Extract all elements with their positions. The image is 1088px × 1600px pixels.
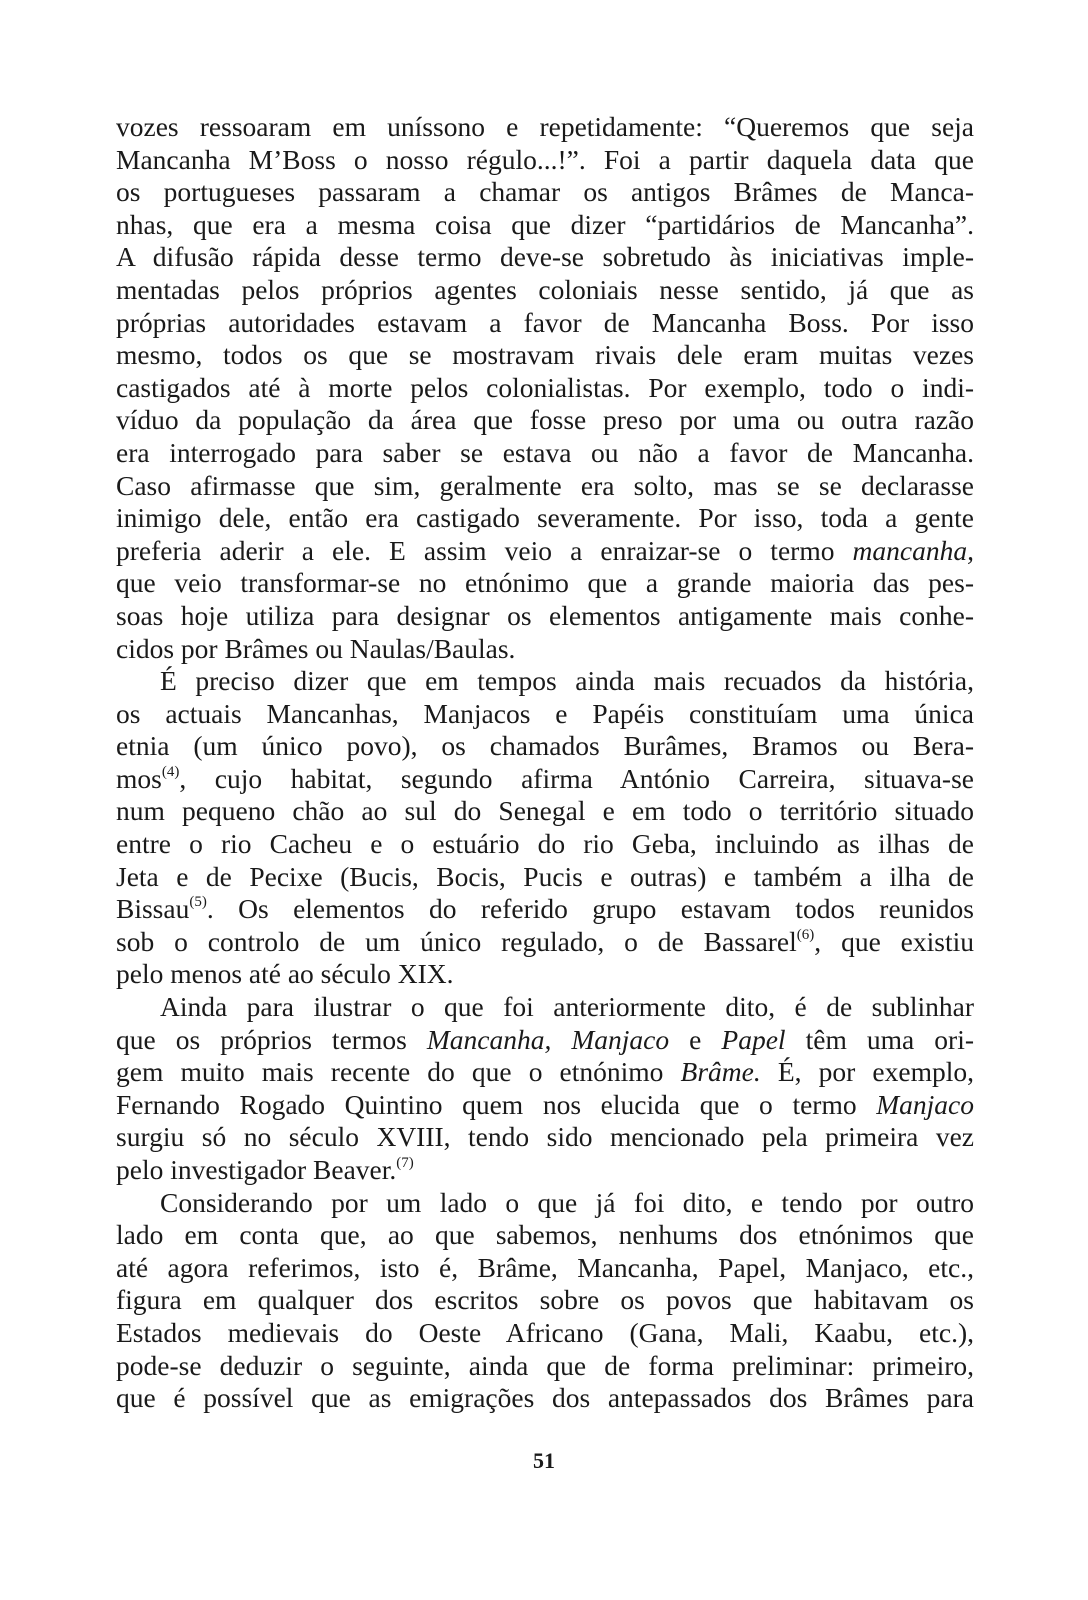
text-segment: mos [116, 762, 162, 794]
text-segment: preferia aderir a ele. E assim veio a enraizar-se o termo [116, 534, 853, 566]
text-line: os portugueses passaram a chamar os antigos Brâmes de Manca- [116, 176, 974, 208]
paragraph-2 [116, 665, 974, 991]
text-line: surgiu só no século XVIII, tendo sido mencionado pela primeira vez [116, 1121, 974, 1153]
text-segment: sob o controlo de um único regulado, o de Bassarel [116, 925, 797, 957]
text-line: Jeta e de Pecixe (Bucis, Bocis, Pucis e outras) e também a ilha de [116, 860, 974, 892]
text-line [116, 1089, 974, 1122]
text-line: castigados até à morte pelos colonialistas. Por exemplo, todo o indi- [116, 371, 974, 403]
body-text [116, 111, 974, 1415]
text-line: nhas, que era a mesma coisa que dizer “partidários de Mancanha”. [116, 208, 974, 240]
page-number: 51 [533, 1448, 555, 1473]
text-line: entre o rio Cacheu e o estuário do rio Geba, incluindo as ilhas de [116, 828, 974, 860]
text-line [116, 763, 974, 796]
text-line: os actuais Mancanhas, Manjacos e Papéis constituíam uma única [116, 697, 974, 729]
footnote-ref-7: (7) [396, 1155, 414, 1171]
text-segment: . Os elementos do referido grupo estavam todos reunidos [206, 893, 974, 925]
italic-term: Mancanha, Manjaco [426, 1023, 670, 1055]
text-line: pelo menos até ao século XIX. [116, 958, 454, 990]
paragraph-4 [116, 1187, 974, 1415]
text-line [116, 1056, 974, 1089]
text-line [116, 1154, 974, 1187]
text-line [116, 926, 974, 959]
text-line: que veio transformar-se no etnónimo que a grande maioria das pes- [116, 567, 974, 599]
text-line: soas hoje utiliza para designar os elementos antigamente mais conhe- [116, 599, 974, 631]
text-line: próprias autoridades estavam a favor de Mancanha Boss. Por isso [116, 306, 974, 338]
text-segment: pelo investigador Beaver. [116, 1154, 397, 1185]
text-line: até agora referimos, isto é, Brâme, Mancanha, Papel, Manjaco, etc., [116, 1251, 974, 1283]
text-segment: e [669, 1023, 722, 1055]
text-segment: É, por exemplo, [760, 1056, 974, 1088]
text-line: pode-se deduzir o seguinte, ainda que de forma preliminar: primeiro, [116, 1349, 974, 1381]
text-line: cidos por Brâmes ou Naulas/Baulas. [116, 632, 516, 664]
text-line: inimigo dele, então era castigado severamente. Por isso, toda a gente [116, 502, 974, 534]
text-line: num pequeno chão ao sul do Senegal e em todo o território situado [116, 795, 974, 827]
text-line: etnia (um único povo), os chamados Burâmes, Bramos ou Bera- [116, 730, 974, 762]
text-line: que é possível que as emigrações dos antepassados dos Brâmes para [116, 1382, 974, 1414]
text-line: vozes ressoaram em uníssono e repetidamente: “Queremos que seja [116, 111, 974, 142]
italic-term: mancanha, [852, 534, 974, 566]
text-segment: , que existiu [814, 925, 974, 957]
text-line: figura em qualquer dos escritos sobre os povos que habitavam os [116, 1284, 974, 1316]
text-segment: Fernando Rogado Quintino quem nos elucida que o termo [116, 1088, 877, 1120]
italic-term: Brâme. [680, 1056, 761, 1088]
text-segment: gem muito mais recente do que o etnónimo [116, 1056, 681, 1088]
paragraph-1 [116, 111, 974, 665]
footnote-ref-5: (5) [189, 894, 207, 911]
footnote-ref-4: (4) [161, 763, 180, 780]
italic-term: Papel [721, 1023, 786, 1055]
text-line: Ainda para ilustrar o que foi anteriormente dito, é de sublinhar [160, 991, 974, 1023]
text-line: Mancanha M’Boss o nosso régulo...!”. Foi a partir daquela data que [116, 143, 974, 175]
italic-term: Manjaco [876, 1088, 974, 1120]
text-line: lado em conta que, ao que sabemos, nenhums dos etnónimos que [116, 1219, 974, 1251]
text-segment: , cujo habitat, segundo afirma António Carreira, situava-se [179, 762, 974, 794]
text-line: Caso afirmasse que sim, geralmente era solto, mas se se declarasse [116, 469, 974, 501]
text-line: Estados medievais do Oeste Africano (Gana, Mali, Kaabu, etc.), [116, 1316, 974, 1348]
text-line [116, 893, 974, 926]
text-line: A difusão rápida desse termo deve-se sobretudo às iniciativas imple- [116, 241, 974, 273]
text-line: era interrogado para saber se estava ou não a favor de Mancanha. [116, 436, 974, 468]
text-line: mentadas pelos próprios agentes coloniais nesse sentido, já que as [116, 273, 974, 305]
text-segment: que os próprios termos [116, 1023, 427, 1055]
paragraph-3 [116, 991, 974, 1187]
text-line [116, 1024, 974, 1057]
footnote-ref-6: (6) [796, 926, 815, 943]
text-segment: Bissau [116, 893, 190, 925]
text-line: É preciso dizer que em tempos ainda mais recuados da história, [160, 665, 974, 697]
text-line [116, 535, 974, 568]
text-line: víduo da população da área que fosse preso por uma ou outra razão [116, 404, 974, 436]
text-segment: têm uma ori- [785, 1023, 974, 1055]
text-line: Considerando por um lado o que já foi dito, e tendo por outro [160, 1186, 974, 1218]
text-line: mesmo, todos os que se mostravam rivais dele eram muitas vezes [116, 339, 974, 371]
